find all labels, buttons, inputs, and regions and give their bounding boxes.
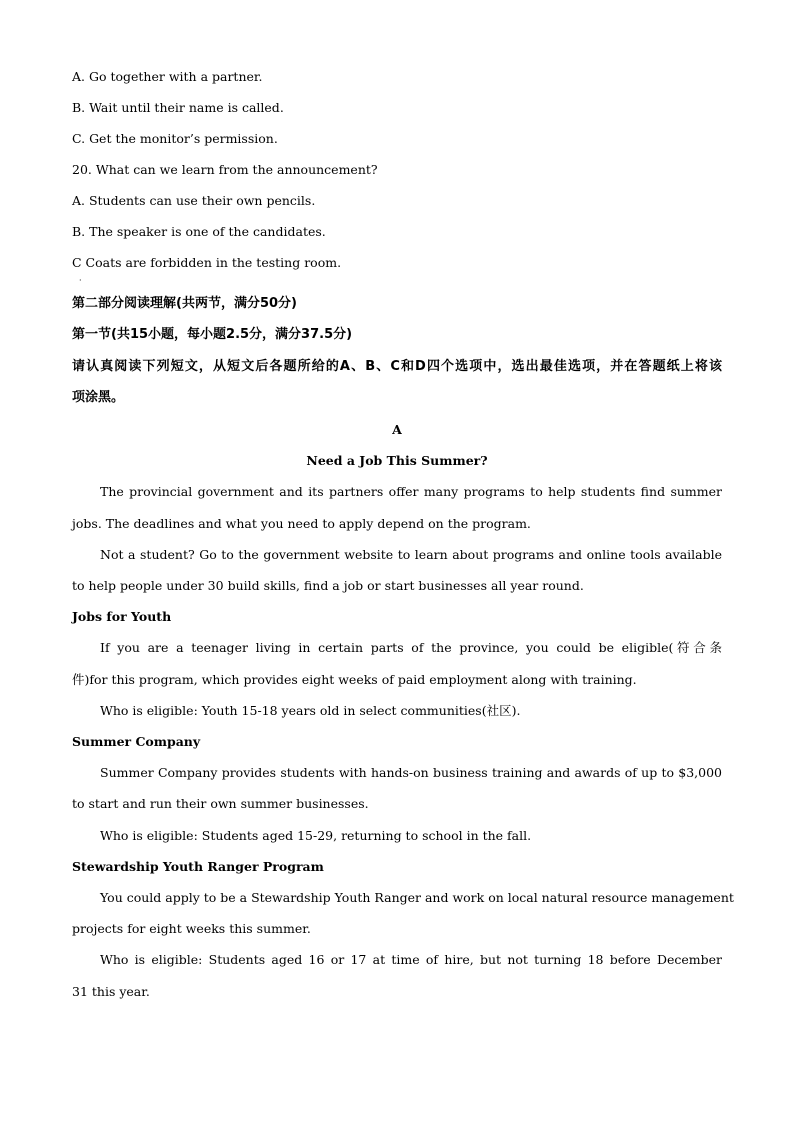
instruction-line-2: 项涂黑。 bbox=[72, 390, 125, 405]
intro-p2-line-2: to help people under 30 build skills, find a job or start businesses all year round. bbox=[72, 578, 584, 593]
program-heading-stewardship-youth-ranger: Stewardship Youth Ranger Program bbox=[72, 859, 324, 874]
passage-letter: A bbox=[392, 422, 402, 437]
program-2-desc-line-2: to start and run their own summer businesses. bbox=[72, 796, 369, 811]
program-3-desc-line-1: You could apply to be a Stewardship Youth Ranger and work on local natural resource management bbox=[100, 890, 734, 905]
intro-p1-line-2: jobs. The deadlines and what you need to apply depend on the program. bbox=[72, 516, 531, 531]
intro-p1-line-1: The provincial government and its partners offer many programs to help students find summer bbox=[100, 484, 722, 499]
passage-title: Need a Job This Summer? bbox=[306, 453, 488, 468]
program-3-desc-line-2: projects for eight weeks this summer. bbox=[72, 921, 311, 936]
instruction-line-1: 请认真阅读下列短文，从短文后各题所给的A、B、C和D四个选项中，选出最佳选项，并在答题纸上将该 bbox=[72, 359, 722, 374]
program-1-eligibility: Who is eligible: Youth 15-18 years old in select communities(社区). bbox=[100, 703, 521, 718]
option-20-c: C Coats are forbidden in the testing room. bbox=[72, 255, 342, 270]
program-1-desc-line-1: If you are a teenager living in certain parts of the province, you could be eligible(符合条 bbox=[100, 640, 722, 655]
part-title: 第二部分阅读理解(共两节，满分50分) bbox=[72, 296, 297, 311]
option-20-a: A. Students can use their own pencils. bbox=[72, 193, 316, 208]
stray-dot-mark: · bbox=[79, 276, 82, 285]
option-19-c: C. Get the monitor’s permission. bbox=[72, 131, 278, 146]
program-2-eligibility: Who is eligible: Students aged 15-29, returning to school in the fall. bbox=[100, 828, 532, 843]
question-20-stem: 20. What can we learn from the announcement? bbox=[72, 162, 378, 177]
option-19-b: B. Wait until their name is called. bbox=[72, 100, 284, 115]
program-2-desc-line-1: Summer Company provides students with hands-on business training and awards of up to $3,000 bbox=[100, 765, 722, 780]
program-3-eligibility-line-1: Who is eligible: Students aged 16 or 17 at time of hire, but not turning 18 before December bbox=[100, 952, 722, 967]
program-1-desc-line-2: 件)for this program, which provides eight weeks of paid employment along with training. bbox=[72, 672, 637, 687]
program-heading-summer-company: Summer Company bbox=[72, 734, 201, 749]
option-20-b: B. The speaker is one of the candidates. bbox=[72, 224, 326, 239]
intro-p2-line-1: Not a student? Go to the government website to learn about programs and online tools available bbox=[100, 547, 722, 562]
program-heading-jobs-for-youth: Jobs for Youth bbox=[72, 609, 172, 624]
subsection-title: 第一节(共15小题，每小题2.5分，满分37.5分) bbox=[72, 327, 353, 342]
option-19-a: A. Go together with a partner. bbox=[72, 69, 263, 84]
program-3-eligibility-line-2: 31 this year. bbox=[72, 984, 150, 999]
